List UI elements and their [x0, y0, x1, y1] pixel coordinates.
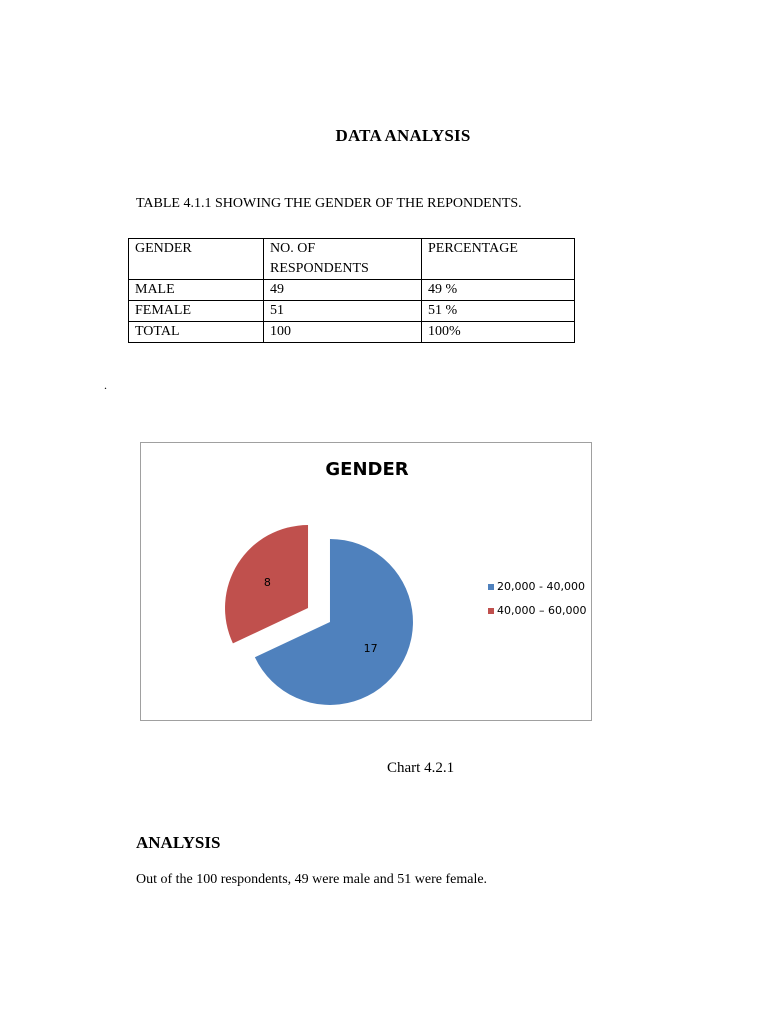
page-title: DATA ANALYSIS [335, 126, 471, 145]
table-row [129, 280, 575, 301]
table-row [129, 322, 575, 343]
table-cell: 49 % [422, 280, 575, 301]
chart-legend [488, 580, 586, 617]
legend-swatch [488, 608, 494, 614]
table-cell: TOTAL [129, 322, 264, 343]
legend-label: 20,000 - 40,000 [497, 580, 585, 593]
table-caption: TABLE 4.1.1 SHOWING THE GENDER OF THE REPONDENTS. [136, 196, 522, 211]
pie-slices [225, 525, 413, 705]
legend-swatch [488, 584, 494, 590]
chart-caption: Chart 4.2.1 [387, 760, 455, 776]
table-cell: 51 [264, 301, 422, 322]
table-cell: 49 [264, 280, 422, 301]
legend-label: 40,000 – 60,000 [497, 604, 587, 617]
chart-title: GENDER [325, 459, 409, 480]
table-cell: MALE [129, 280, 264, 301]
pie-chart [140, 442, 592, 721]
table-header-cell: GENDER [129, 239, 264, 280]
slice-data-label: 17 [363, 641, 378, 655]
slice-data-label: 8 [263, 576, 271, 590]
table-row [129, 301, 575, 322]
analysis-text: Out of the 100 respondents, 49 were male and 51 were female. [136, 872, 488, 887]
table-header-cell: NO. OF RESPONDENTS [264, 239, 422, 280]
gender-table [128, 238, 575, 343]
section-heading: ANALYSIS [136, 833, 221, 852]
table-cell: FEMALE [129, 301, 264, 322]
table-header-row [129, 239, 575, 280]
table-header-cell: PERCENTAGE [422, 239, 575, 280]
stray-mark: . [104, 378, 107, 392]
pie-chart-svg [141, 443, 593, 722]
table-cell: 100% [422, 322, 575, 343]
table-cell: 51 % [422, 301, 575, 322]
table-cell: 100 [264, 322, 422, 343]
